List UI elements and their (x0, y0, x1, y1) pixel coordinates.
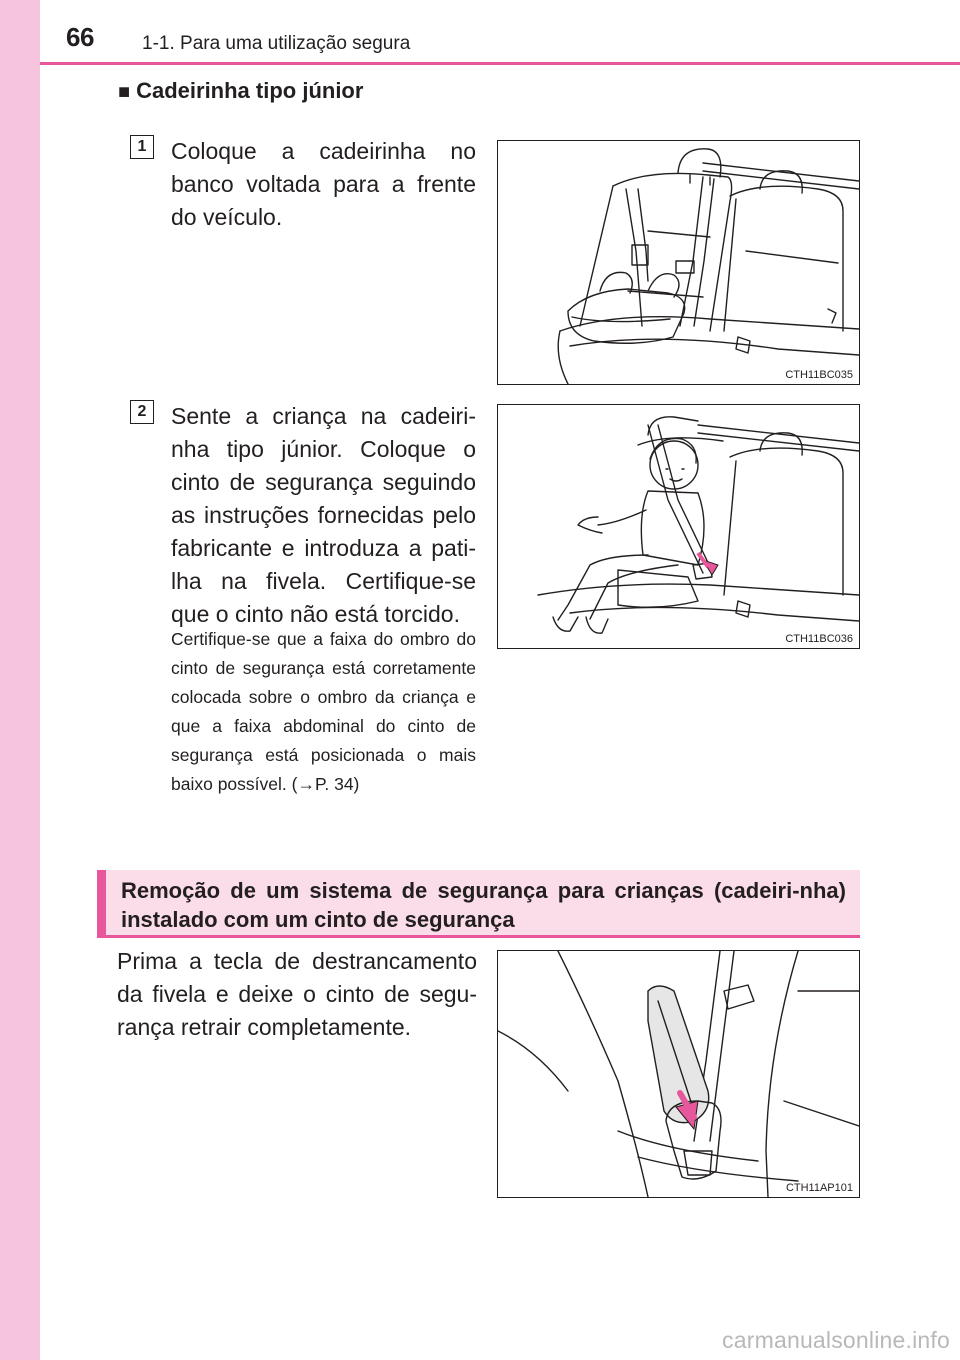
figure-code: CTH11BC036 (785, 633, 853, 645)
booster-seat-illustration (498, 141, 859, 384)
step-number-badge: 2 (130, 400, 154, 424)
removal-instruction-text: Prima a tecla de destrancamento da fivela e deixe o cinto de segu-rança retrair completamente. (117, 948, 477, 1040)
step-1-text: Coloque a cadeirinha no banco voltada para a frente do veículo. (171, 138, 476, 230)
side-color-band (0, 0, 40, 1360)
section-title: Cadeirinha tipo júnior (136, 78, 364, 103)
step-number-badge: 1 (130, 135, 154, 159)
step-2-text: Sente a criança na cadeiri-nha tipo júnior. Coloque o cinto de segurança seguindo as instruções fornecidas pelo fabricante e introduza a pati-lha na fivela. Certifique-se que o cinto não está torcido. (171, 403, 476, 627)
watermark: carmanualsonline.info (722, 1327, 950, 1353)
section-heading (118, 78, 363, 104)
figure-child-seated-belt (497, 404, 860, 649)
figure-code: CTH11AP101 (785, 1182, 853, 1194)
child-booster-illustration (498, 405, 859, 648)
removal-section-title: Remoção de um sistema de segurança para crianças (cadeiri-nha) instalado com um cinto de segurança (121, 878, 846, 932)
running-header: 1-1. Para uma utilização segura (142, 33, 411, 54)
figure-buckle-release (497, 950, 860, 1198)
removal-section-box (97, 870, 860, 938)
header-rule (40, 62, 960, 65)
page-number: 66 (66, 22, 94, 52)
figure-booster-seat-placement (497, 140, 860, 385)
buckle-release-illustration (498, 951, 859, 1197)
step-2-note: Certifique-se que a faixa do ombro do cinto de segurança está corretamente colocada sobre o ombro da criança e que a faixa abdominal do cinto de segurança está posicionada o mais baixo possível. (→P. 34) (171, 629, 476, 794)
square-bullet-icon: ■ (118, 81, 131, 103)
figure-code: CTH11BC035 (785, 369, 853, 381)
